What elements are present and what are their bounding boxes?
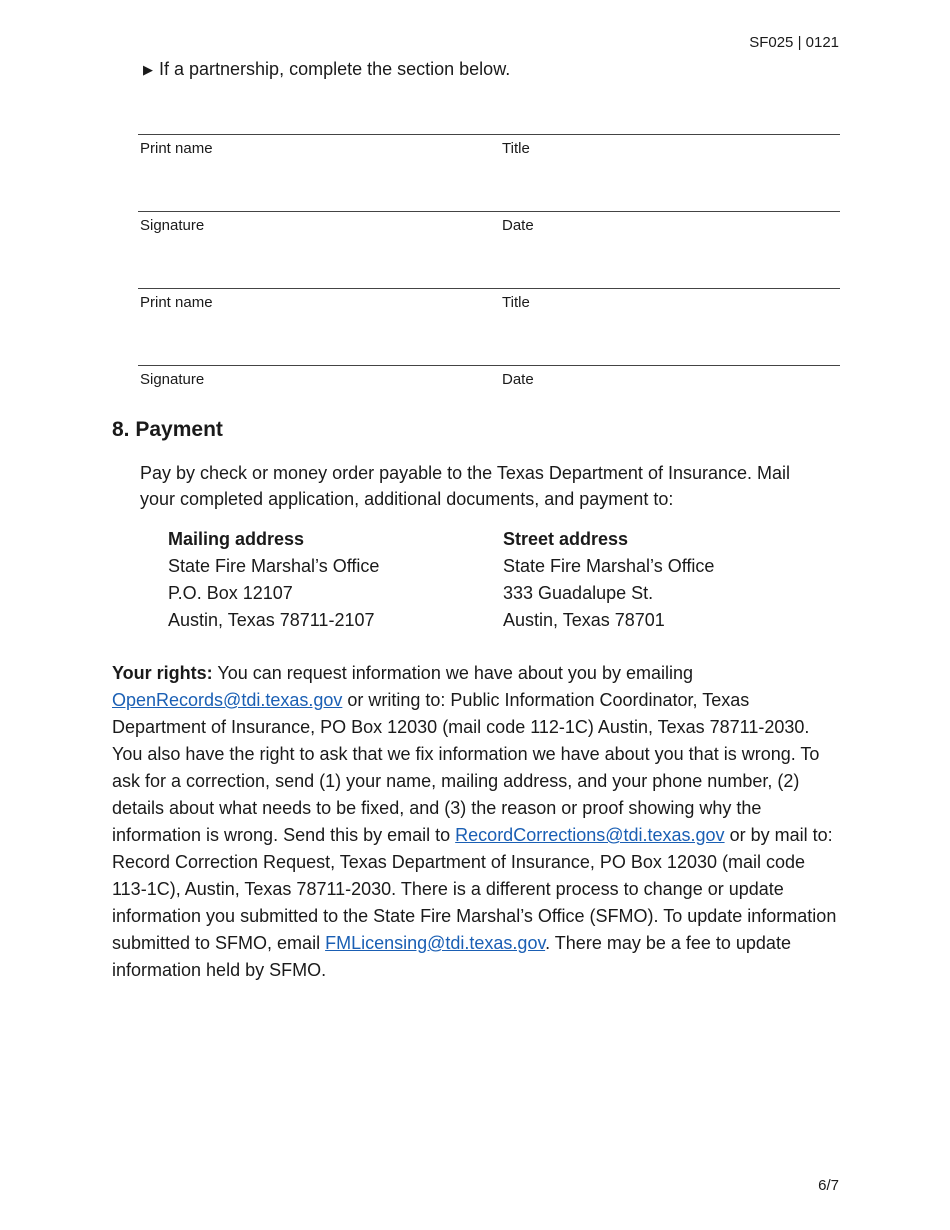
partnership-signature-table (138, 134, 840, 442)
mailing-address-line: P.O. Box 12107 (168, 583, 293, 603)
date-label: Date (502, 371, 534, 388)
print-name-label: Print name (140, 140, 213, 157)
street-address-line: Austin, Texas 78701 (503, 610, 665, 630)
rights-text: or by mail to: Record Correction Request, Texas Department of Insurance, PO Box 12030 (mail code 113-1C), Austin, Texas 78711-2030. There is a different process to change or update information you submitted to the State Fire Marshal’s Office (SFMO). To update information submitted to SFMO, email (112, 825, 837, 953)
form-code: SF025 | 0121 (749, 34, 839, 51)
payment-section-title: 8. Payment (112, 418, 223, 441)
open-records-email-link[interactable]: OpenRecords@tdi.texas.gov (112, 690, 343, 710)
page-number: 6/7 (818, 1177, 839, 1194)
mailing-address (168, 526, 379, 634)
signature-row (138, 134, 840, 211)
your-rights-paragraph (112, 660, 842, 984)
date-label: Date (502, 217, 534, 234)
partnership-instruction (143, 59, 510, 80)
fm-licensing-email-link[interactable]: FMLicensing@tdi.texas.gov (325, 933, 546, 953)
street-address-line: 333 Guadalupe St. (503, 583, 654, 603)
payment-intro: Pay by check or money order payable to the Texas Department of Insurance. Mail your completed application, additional documents, and payment to: (140, 463, 791, 509)
your-rights-label: Your rights: (112, 663, 213, 683)
triangle-bullet-icon: ▶ (143, 62, 153, 77)
mailing-address-line: Austin, Texas 78711-2107 (168, 610, 375, 630)
street-address (503, 526, 714, 634)
signature-label: Signature (140, 217, 205, 234)
title-label: Title (502, 140, 530, 157)
signature-row (138, 211, 840, 288)
rights-text: . There may be a fee to update information held by SFMO. (112, 933, 791, 980)
signature-row (138, 365, 840, 442)
signature-label: Signature (140, 371, 205, 388)
street-address-heading: Street address (503, 529, 629, 549)
street-address-line: State Fire Marshal’s Office (503, 556, 715, 576)
mailing-address-line: State Fire Marshal’s Office (168, 556, 380, 576)
mailing-address-heading: Mailing address (168, 529, 305, 549)
rights-text: or writing to: Public Information Coordinator, Texas Department of Insurance, PO Box 12030 (mail code 112-1C) Austin, Texas 78711-2030. You also have the right to ask that we fix information we have about you that is wrong. To ask for a correction, send (1) your name, mailing address, and your phone number, (2) details about what needs to be fixed, and (3) the reason or proof showing why the information is wrong. Send this by email to (112, 690, 820, 845)
print-name-label: Print name (140, 294, 213, 311)
title-label: Title (502, 294, 530, 311)
signature-row (138, 288, 840, 365)
record-corrections-email-link[interactable]: RecordCorrections@tdi.texas.gov (455, 825, 725, 845)
rights-text: You can request information we have about you by emailing (212, 663, 693, 683)
partnership-instruction-text: If a partnership, complete the section below. (159, 59, 511, 79)
